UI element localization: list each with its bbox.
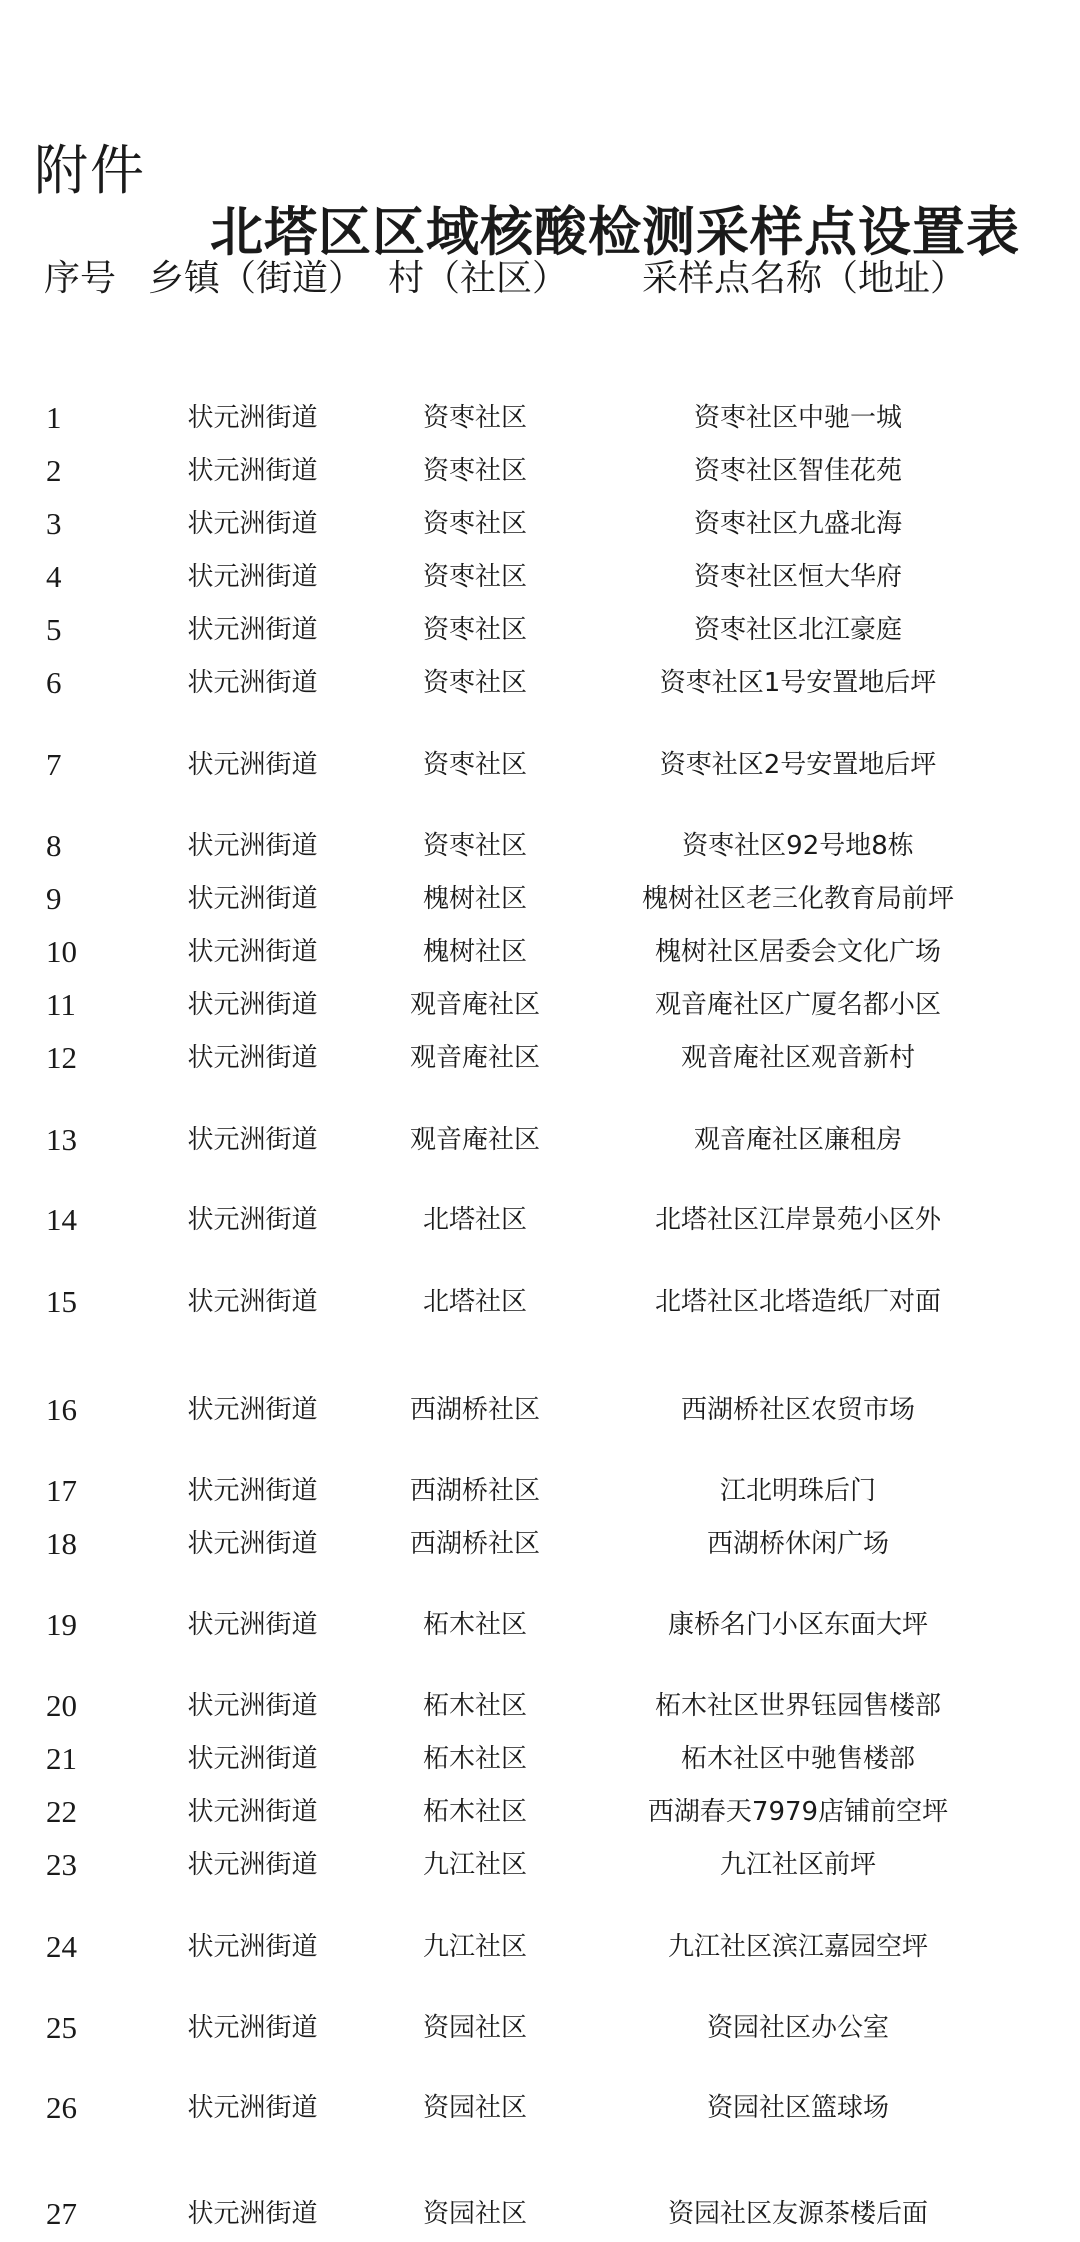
header-site: 采样点名称（地址）	[642, 258, 967, 299]
row-number: 24	[46, 1929, 77, 1964]
table-row	[0, 1282, 1080, 1322]
row-site: 江北明珠后门	[719, 1476, 876, 1506]
row-number: 4	[46, 559, 62, 594]
row-village: 资枣社区	[422, 509, 527, 539]
row-village: 九江社区	[422, 1850, 527, 1880]
row-number: 19	[46, 1607, 77, 1642]
attachment-label: 附件	[34, 139, 146, 202]
table-row	[0, 1605, 1080, 1645]
row-site: 资枣社区智佳花苑	[693, 456, 902, 486]
row-number: 6	[46, 665, 62, 700]
row-number: 9	[46, 881, 62, 916]
row-site: 资枣社区北江豪庭	[693, 615, 902, 645]
row-number: 18	[46, 1526, 77, 1561]
row-site: 资枣社区1号安置地后坪	[659, 668, 937, 698]
row-town: 状元洲街道	[187, 1932, 318, 1962]
row-town: 状元洲街道	[187, 2199, 318, 2229]
row-village: 西湖桥社区	[409, 1476, 540, 1506]
row-village: 西湖桥社区	[409, 1529, 540, 1559]
row-number: 23	[46, 1847, 77, 1882]
row-village: 观音庵社区	[409, 1043, 540, 1073]
row-number: 27	[46, 2196, 77, 2231]
table-row	[0, 745, 1080, 785]
row-village: 资枣社区	[422, 831, 527, 861]
table-row	[0, 2008, 1080, 2048]
table-row	[0, 2194, 1080, 2234]
row-village: 柘木社区	[422, 1691, 527, 1721]
row-town: 状元洲街道	[187, 403, 318, 433]
row-village: 北塔社区	[422, 1205, 527, 1235]
row-village: 柘木社区	[422, 1797, 527, 1827]
row-number: 8	[46, 828, 62, 863]
table-row	[0, 1471, 1080, 1511]
row-number: 17	[46, 1473, 77, 1508]
header-no: 序号	[44, 258, 117, 299]
row-town: 状元洲街道	[187, 456, 318, 486]
table-row	[0, 985, 1080, 1025]
table-row	[0, 557, 1080, 597]
row-number: 1	[46, 400, 62, 435]
row-site: 西湖桥社区农贸市场	[680, 1395, 915, 1425]
row-town: 状元洲街道	[187, 509, 318, 539]
table-row	[0, 1524, 1080, 1564]
row-number: 16	[46, 1392, 77, 1427]
row-site: 槐树社区老三化教育局前坪	[641, 884, 954, 914]
row-town: 状元洲街道	[187, 990, 318, 1020]
row-town: 状元洲街道	[187, 2093, 318, 2123]
row-village: 资枣社区	[422, 615, 527, 645]
row-number: 21	[46, 1741, 77, 1776]
table-row	[0, 663, 1080, 703]
row-number: 12	[46, 1040, 77, 1075]
row-town: 状元洲街道	[187, 1850, 318, 1880]
row-number: 15	[46, 1284, 77, 1319]
row-number: 26	[46, 2090, 77, 2125]
row-village: 资枣社区	[422, 668, 527, 698]
row-site: 柘木社区中驰售楼部	[680, 1744, 915, 1774]
row-site: 资枣社区九盛北海	[693, 509, 902, 539]
row-site: 资枣社区中驰一城	[693, 403, 902, 433]
table-row	[0, 451, 1080, 491]
row-number: 3	[46, 506, 62, 541]
row-town: 状元洲街道	[187, 668, 318, 698]
table-row	[0, 1038, 1080, 1078]
row-town: 状元洲街道	[187, 831, 318, 861]
row-site: 九江社区前坪	[719, 1850, 876, 1880]
header-village: 村（社区）	[388, 258, 569, 299]
row-number: 2	[46, 453, 62, 488]
table-row	[0, 610, 1080, 650]
row-site: 资园社区友源茶楼后面	[667, 2199, 928, 2229]
row-number: 13	[46, 1122, 77, 1157]
row-town: 状元洲街道	[187, 1797, 318, 1827]
row-number: 22	[46, 1794, 77, 1829]
table-row	[0, 879, 1080, 919]
row-site: 观音庵社区观音新村	[680, 1043, 915, 1073]
row-village: 资枣社区	[422, 403, 527, 433]
table-row	[0, 932, 1080, 972]
row-village: 柘木社区	[422, 1744, 527, 1774]
row-site: 资园社区办公室	[706, 2013, 889, 2043]
row-site: 资园社区篮球场	[706, 2093, 889, 2123]
table-row	[0, 1792, 1080, 1832]
row-town: 状元洲街道	[187, 1205, 318, 1235]
row-number: 5	[46, 612, 62, 647]
page-title: 北塔区区域核酸检测采样点设置表	[210, 202, 1020, 263]
row-number: 7	[46, 747, 62, 782]
table-row	[0, 1390, 1080, 1430]
row-site: 西湖春天7979店铺前空坪	[647, 1797, 949, 1827]
table-row	[0, 1927, 1080, 1967]
row-village: 西湖桥社区	[409, 1395, 540, 1425]
row-village: 资园社区	[422, 2093, 527, 2123]
row-site: 槐树社区居委会文化广场	[654, 937, 941, 967]
row-site: 康桥名门小区东面大坪	[667, 1610, 928, 1640]
row-village: 柘木社区	[422, 1610, 527, 1640]
table-row	[0, 504, 1080, 544]
row-town: 状元洲街道	[187, 750, 318, 780]
row-number: 10	[46, 934, 77, 969]
row-town: 状元洲街道	[187, 2013, 318, 2043]
row-village: 资枣社区	[422, 456, 527, 486]
row-site: 北塔社区北塔造纸厂对面	[654, 1287, 941, 1317]
row-town: 状元洲街道	[187, 1043, 318, 1073]
table-row	[0, 1739, 1080, 1779]
row-town: 状元洲街道	[187, 1691, 318, 1721]
row-town: 状元洲街道	[187, 1529, 318, 1559]
table-row	[0, 398, 1080, 438]
row-site: 九江社区滨江嘉园空坪	[667, 1932, 928, 1962]
table-row	[0, 1845, 1080, 1885]
row-town: 状元洲街道	[187, 1395, 318, 1425]
row-site: 观音庵社区廉租房	[693, 1125, 902, 1155]
row-number: 14	[46, 1202, 77, 1237]
row-site: 资枣社区恒大华府	[693, 562, 902, 592]
row-town: 状元洲街道	[187, 1287, 318, 1317]
row-number: 11	[46, 987, 76, 1022]
row-town: 状元洲街道	[187, 1125, 318, 1155]
row-village: 九江社区	[422, 1932, 527, 1962]
row-site: 资枣社区2号安置地后坪	[659, 750, 937, 780]
table-row	[0, 1200, 1080, 1240]
row-village: 北塔社区	[422, 1287, 527, 1317]
row-village: 槐树社区	[422, 884, 527, 914]
row-site: 北塔社区江岸景苑小区外	[654, 1205, 941, 1235]
row-town: 状元洲街道	[187, 1744, 318, 1774]
table-row	[0, 1120, 1080, 1160]
row-village: 观音庵社区	[409, 1125, 540, 1155]
table-row	[0, 2088, 1080, 2128]
row-site: 西湖桥休闲广场	[706, 1529, 889, 1559]
row-site: 柘木社区世界钰园售楼部	[654, 1691, 941, 1721]
row-village: 资枣社区	[422, 562, 527, 592]
row-village: 资园社区	[422, 2199, 527, 2229]
row-town: 状元洲街道	[187, 615, 318, 645]
table-row	[0, 826, 1080, 866]
row-village: 资枣社区	[422, 750, 527, 780]
row-site: 资枣社区92号地8栋	[682, 831, 914, 861]
row-village: 资园社区	[422, 2013, 527, 2043]
table-row	[0, 1686, 1080, 1726]
row-site: 观音庵社区广厦名都小区	[654, 990, 941, 1020]
row-town: 状元洲街道	[187, 1610, 318, 1640]
row-town: 状元洲街道	[187, 937, 318, 967]
row-town: 状元洲街道	[187, 562, 318, 592]
row-village: 观音庵社区	[409, 990, 540, 1020]
row-village: 槐树社区	[422, 937, 527, 967]
row-number: 25	[46, 2010, 77, 2045]
row-number: 20	[46, 1688, 77, 1723]
row-town: 状元洲街道	[187, 884, 318, 914]
header-town: 乡镇（街道）	[148, 258, 365, 299]
row-town: 状元洲街道	[187, 1476, 318, 1506]
